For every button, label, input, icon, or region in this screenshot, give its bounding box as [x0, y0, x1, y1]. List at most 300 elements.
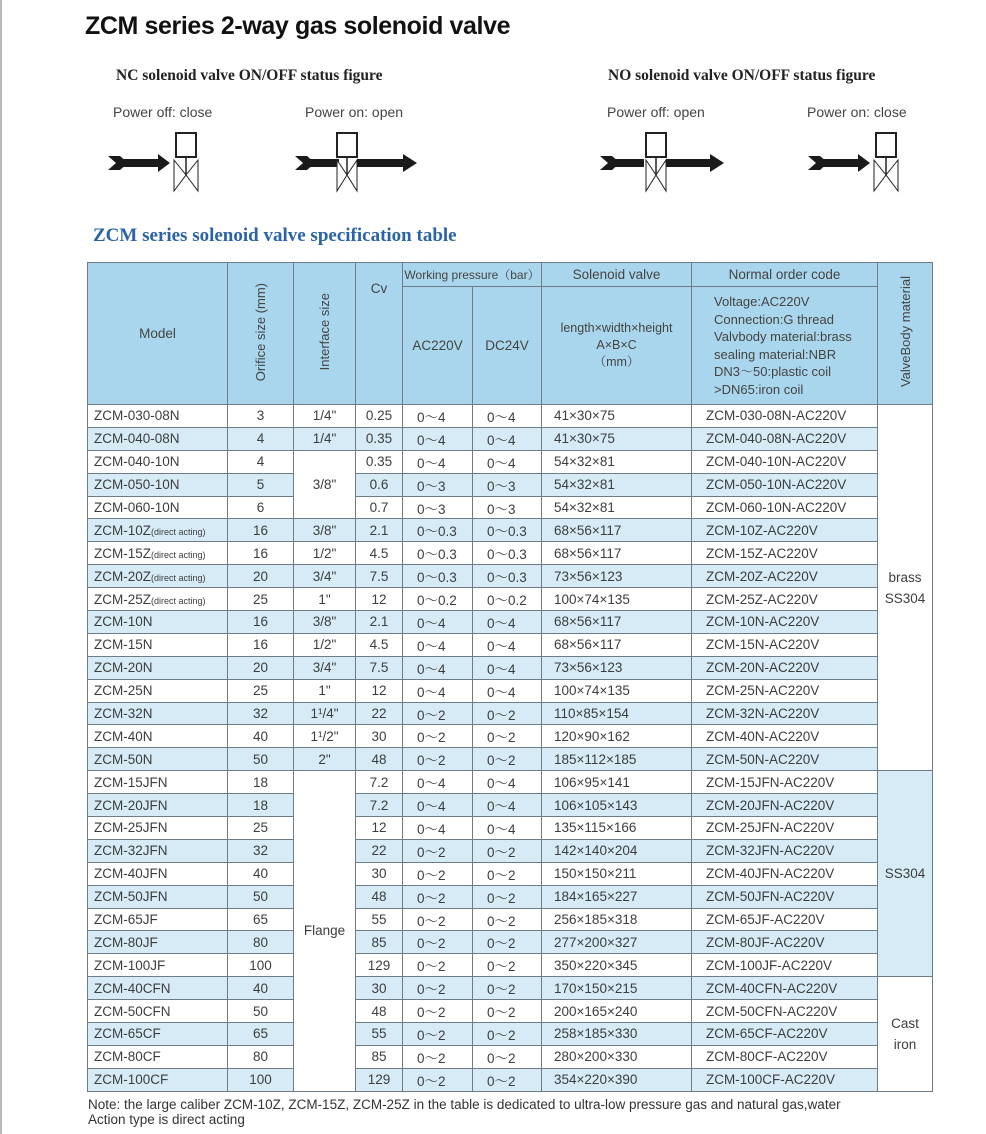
orifice-cell: 4: [228, 450, 294, 473]
pressure-dc-cell: 0～4: [473, 679, 542, 702]
orifice-cell: 65: [228, 908, 294, 931]
pressure-dc-cell: 0～3: [473, 473, 542, 496]
table-row: [88, 931, 933, 954]
interface-cell-merged: Flange: [294, 771, 356, 1091]
model-cell: [88, 542, 228, 565]
table-row: [88, 817, 933, 840]
dimensions-cell: 54×32×81: [542, 496, 692, 519]
footnote: [88, 1097, 841, 1127]
pressure-dc-cell: 0～3: [473, 496, 542, 519]
orifice-cell: 16: [228, 633, 294, 656]
order-code-cell: ZCM-25JFN-AC220V: [692, 817, 878, 840]
cv-cell: 30: [356, 862, 403, 885]
material-text: SS304: [884, 590, 926, 606]
dimensions-cell: 184×165×227: [542, 885, 692, 908]
pressure-dc-cell: 0～4: [473, 611, 542, 634]
table-title: ZCM series solenoid valve specification table: [93, 225, 457, 246]
order-code-cell: ZCM-20JFN-AC220V: [692, 794, 878, 817]
pressure-ac-cell: 0～4: [403, 405, 473, 428]
material-cell-ss304: SS304: [878, 771, 933, 977]
dimensions-cell: 68×56×117: [542, 611, 692, 634]
model-name: ZCM-25Z: [94, 591, 151, 607]
cv-cell: 12: [356, 588, 403, 611]
dimensions-cell: 258×185×330: [542, 1023, 692, 1046]
order-code-cell: ZCM-80JF-AC220V: [692, 931, 878, 954]
dimensions-cell: 100×74×135: [542, 588, 692, 611]
cv-cell: 85: [356, 931, 403, 954]
pressure-ac-cell: 0～2: [403, 931, 473, 954]
orifice-cell: 4: [228, 427, 294, 450]
pressure-ac-cell: 0～4: [403, 656, 473, 679]
model-name: ZCM-65CF: [94, 1026, 161, 1042]
orifice-cell: 25: [228, 679, 294, 702]
interface-cell: 1/4": [294, 405, 356, 428]
cv-cell: 30: [356, 977, 403, 1000]
dimensions-cell: 280×200×330: [542, 1045, 692, 1068]
dimensions-cell: 41×30×75: [542, 405, 692, 428]
table-row: [88, 656, 933, 679]
table-row: [88, 794, 933, 817]
header-interface: Interface size: [294, 263, 356, 405]
model-cell: [88, 885, 228, 908]
dimensions-cell: 150×150×211: [542, 862, 692, 885]
pressure-ac-cell: 0～2: [403, 1068, 473, 1091]
pressure-dc-cell: 0～0.3: [473, 542, 542, 565]
orifice-cell: 18: [228, 771, 294, 794]
cv-cell: 22: [356, 702, 403, 725]
pressure-dc-cell: 0～0.3: [473, 565, 542, 588]
pressure-dc-cell: 0～2: [473, 1000, 542, 1023]
model-name: ZCM-50JFN: [94, 889, 168, 905]
header-dc24v: DC24V: [473, 287, 542, 405]
material-text: brass: [888, 569, 922, 585]
cv-cell: 48: [356, 885, 403, 908]
table-row: [88, 748, 933, 771]
orifice-cell: 100: [228, 954, 294, 977]
pressure-dc-cell: 0～2: [473, 954, 542, 977]
model-name: ZCM-50CFN: [94, 1003, 171, 1019]
model-suffix: (direct acting): [151, 526, 206, 537]
table-row: [88, 542, 933, 565]
pressure-dc-cell: 0～2: [473, 862, 542, 885]
table-row: [88, 450, 933, 473]
dimensions-cell: 200×165×240: [542, 1000, 692, 1023]
cv-cell: 0.35: [356, 427, 403, 450]
cv-cell: 7.5: [356, 565, 403, 588]
pressure-ac-cell: 0～2: [403, 908, 473, 931]
interface-cell: 3/8": [294, 611, 356, 634]
model-cell: [88, 725, 228, 748]
pressure-ac-cell: 0～2: [403, 954, 473, 977]
nc-figure-title: NC solenoid valve ON/OFF status figure: [116, 67, 383, 84]
order-code-cell: ZCM-030-08N-AC220V: [692, 405, 878, 428]
cv-cell: 4.5: [356, 542, 403, 565]
model-cell: [88, 908, 228, 931]
model-cell: [88, 405, 228, 428]
model-cell: [88, 519, 228, 542]
cv-cell: 0.7: [356, 496, 403, 519]
interface-cell: 3/4": [294, 656, 356, 679]
orifice-cell: 20: [228, 565, 294, 588]
order-code-cell: ZCM-10N-AC220V: [692, 611, 878, 634]
order-code-cell: ZCM-40JFN-AC220V: [692, 862, 878, 885]
table-row: [88, 702, 933, 725]
dimensions-cell: 41×30×75: [542, 427, 692, 450]
model-cell: [88, 450, 228, 473]
header-orifice: Orifice size (mm): [228, 263, 294, 405]
order-code-cell: ZCM-100JF-AC220V: [692, 954, 878, 977]
cv-cell: 129: [356, 954, 403, 977]
orifice-cell: 32: [228, 702, 294, 725]
model-cell: [88, 748, 228, 771]
table-row: [88, 405, 933, 428]
order-code-cell: ZCM-25Z-AC220V: [692, 588, 878, 611]
dimensions-cell: 106×105×143: [542, 794, 692, 817]
cv-cell: 7.2: [356, 771, 403, 794]
table-row: [88, 519, 933, 542]
cv-cell: 12: [356, 679, 403, 702]
footnote-line-2: Action type is direct acting: [88, 1112, 245, 1127]
model-cell: [88, 771, 228, 794]
pressure-dc-cell: 0～0.3: [473, 519, 542, 542]
order-code-cell: ZCM-80CF-AC220V: [692, 1045, 878, 1068]
model-name: ZCM-060-10N: [94, 500, 180, 515]
order-code-cell: ZCM-65JF-AC220V: [692, 908, 878, 931]
orifice-cell: 40: [228, 725, 294, 748]
model-name: ZCM-80CF: [94, 1049, 161, 1065]
order-code-cell: ZCM-15JFN-AC220V: [692, 771, 878, 794]
pressure-ac-cell: 0～4: [403, 427, 473, 450]
order-code-cell: ZCM-040-10N-AC220V: [692, 450, 878, 473]
nc-power-off-label: Power off: close: [113, 104, 213, 120]
no-power-on-label: Power on: close: [807, 104, 907, 120]
nc-power-on-label: Power on: open: [305, 104, 404, 120]
model-name: ZCM-80JF: [94, 934, 158, 950]
cv-cell: 55: [356, 1023, 403, 1046]
cv-cell: 7.5: [356, 656, 403, 679]
model-name: ZCM-20JFN: [94, 797, 168, 813]
model-cell: [88, 679, 228, 702]
order-code-cell: ZCM-50JFN-AC220V: [692, 885, 878, 908]
interface-cell: 1¹/4": [294, 702, 356, 725]
pressure-dc-cell: 0～4: [473, 450, 542, 473]
model-cell: [88, 656, 228, 679]
order-code-cell: ZCM-40N-AC220V: [692, 725, 878, 748]
pressure-dc-cell: 0～2: [473, 885, 542, 908]
interface-cell-merged: 3/8": [294, 450, 356, 519]
orifice-cell: 40: [228, 977, 294, 1000]
table-row: [88, 679, 933, 702]
model-cell: [88, 1000, 228, 1023]
dimensions-cell: 185×112×185: [542, 748, 692, 771]
footnote-line-1: Note: the large caliber ZCM-10Z, ZCM-15Z, ZCM-25Z in the table is dedicated to ultra-low pressure gas and natural gas,water: [88, 1097, 841, 1112]
valve-open-icon: [600, 130, 730, 196]
pressure-ac-cell: 0～0.3: [403, 519, 473, 542]
table-row: [88, 588, 933, 611]
pressure-ac-cell: 0～2: [403, 725, 473, 748]
dimensions-cell: 142×140×204: [542, 839, 692, 862]
cv-cell: 0.35: [356, 450, 403, 473]
order-code-cell: ZCM-060-10N-AC220V: [692, 496, 878, 519]
dimensions-cell: 354×220×390: [542, 1068, 692, 1091]
cv-cell: 0.25: [356, 405, 403, 428]
pressure-ac-cell: 0～4: [403, 817, 473, 840]
table-row: [88, 1068, 933, 1091]
pressure-ac-cell: 0～0.2: [403, 588, 473, 611]
model-cell: [88, 931, 228, 954]
interface-cell: 3/4": [294, 565, 356, 588]
pressure-dc-cell: 0～2: [473, 908, 542, 931]
header-cv: Cv: [356, 263, 403, 405]
material-cell-cast-iron: [878, 977, 933, 1091]
table-row: [88, 473, 933, 496]
interface-cell: 1¹/2": [294, 725, 356, 748]
dimensions-cell: 68×56×117: [542, 519, 692, 542]
pressure-ac-cell: 0～2: [403, 839, 473, 862]
model-cell: [88, 1068, 228, 1091]
table-row: [88, 885, 933, 908]
orifice-cell: 100: [228, 1068, 294, 1091]
pressure-ac-cell: 0～3: [403, 496, 473, 519]
model-name: ZCM-15Z: [94, 545, 151, 561]
model-cell: [88, 611, 228, 634]
pressure-ac-cell: 0～2: [403, 1023, 473, 1046]
model-name: ZCM-25N: [94, 683, 153, 699]
orifice-cell: 25: [228, 817, 294, 840]
pressure-ac-cell: 0～2: [403, 1045, 473, 1068]
table-row: [88, 1045, 933, 1068]
pressure-ac-cell: 0～0.3: [403, 542, 473, 565]
header-material: ValveBody material: [878, 263, 933, 405]
spec-table: [87, 262, 933, 1092]
orifice-cell: 3: [228, 405, 294, 428]
table-row: [88, 611, 933, 634]
dimensions-cell: 256×185×318: [542, 908, 692, 931]
model-name: ZCM-50N: [94, 751, 153, 767]
valve-closed-icon: [808, 130, 918, 196]
pressure-dc-cell: 0～4: [473, 794, 542, 817]
pressure-ac-cell: 0～0.3: [403, 565, 473, 588]
orifice-cell: 32: [228, 839, 294, 862]
orifice-cell: 16: [228, 542, 294, 565]
cv-cell: 2.1: [356, 611, 403, 634]
model-name: ZCM-100CF: [94, 1072, 169, 1088]
model-name: ZCM-10N: [94, 614, 153, 630]
table-row: [88, 1000, 933, 1023]
model-name: ZCM-40CFN: [94, 980, 171, 996]
pressure-ac-cell: 0～2: [403, 1000, 473, 1023]
valve-closed-icon: [108, 130, 218, 196]
orifice-cell: 6: [228, 496, 294, 519]
cv-cell: 129: [356, 1068, 403, 1091]
model-suffix: (direct acting): [151, 572, 206, 583]
cv-cell: 2.1: [356, 519, 403, 542]
pressure-dc-cell: 0～2: [473, 725, 542, 748]
order-code-cell: ZCM-20N-AC220V: [692, 656, 878, 679]
table-row: [88, 496, 933, 519]
orifice-cell: 16: [228, 519, 294, 542]
page-left-edge: [0, 0, 2, 1134]
model-cell: [88, 496, 228, 519]
pressure-ac-cell: 0～4: [403, 679, 473, 702]
model-cell: [88, 1045, 228, 1068]
table-row: [88, 565, 933, 588]
order-code-cell: ZCM-15Z-AC220V: [692, 542, 878, 565]
cv-cell: 55: [356, 908, 403, 931]
cv-cell: 4.5: [356, 633, 403, 656]
table-row: [88, 839, 933, 862]
cv-cell: 48: [356, 1000, 403, 1023]
pressure-dc-cell: 0～2: [473, 748, 542, 771]
cv-cell: 7.2: [356, 794, 403, 817]
material-text: Cast: [891, 1015, 919, 1031]
model-name: ZCM-32JFN: [94, 843, 168, 859]
orifice-cell: 50: [228, 885, 294, 908]
model-cell: [88, 862, 228, 885]
header-order-code: Normal order code: [692, 263, 878, 287]
orifice-cell: 5: [228, 473, 294, 496]
orifice-cell: 18: [228, 794, 294, 817]
dimensions-cell: 73×56×123: [542, 656, 692, 679]
orifice-cell: 65: [228, 1023, 294, 1046]
order-code-cell: ZCM-100CF-AC220V: [692, 1068, 878, 1091]
model-cell: [88, 473, 228, 496]
pressure-ac-cell: 0～2: [403, 862, 473, 885]
interface-cell: 1": [294, 588, 356, 611]
orifice-cell: 20: [228, 656, 294, 679]
order-code-cell: ZCM-040-08N-AC220V: [692, 427, 878, 450]
order-code-cell: ZCM-25N-AC220V: [692, 679, 878, 702]
table-row: [88, 1023, 933, 1046]
pressure-dc-cell: 0～4: [473, 633, 542, 656]
table-row: [88, 725, 933, 748]
model-name: ZCM-20Z: [94, 568, 151, 584]
pressure-ac-cell: 0～2: [403, 702, 473, 725]
model-name: ZCM-32N: [94, 706, 153, 722]
model-name: ZCM-65JF: [94, 912, 158, 928]
interface-cell: 1/2": [294, 542, 356, 565]
pressure-dc-cell: 0～4: [473, 817, 542, 840]
dimensions-cell: 277×200×327: [542, 931, 692, 954]
pressure-ac-cell: 0～4: [403, 633, 473, 656]
model-cell: [88, 588, 228, 611]
no-power-off-label: Power off: open: [607, 104, 705, 120]
interface-cell: 3/8": [294, 519, 356, 542]
order-code-cell: ZCM-50CFN-AC220V: [692, 1000, 878, 1023]
pressure-dc-cell: 0～4: [473, 427, 542, 450]
order-code-cell: ZCM-10Z-AC220V: [692, 519, 878, 542]
model-cell: [88, 427, 228, 450]
table-row: [88, 977, 933, 1000]
table-row: [88, 771, 933, 794]
dimensions-cell: 73×56×123: [542, 565, 692, 588]
interface-cell: 2": [294, 748, 356, 771]
orifice-cell: 40: [228, 862, 294, 885]
orifice-cell: 25: [228, 588, 294, 611]
model-cell: [88, 794, 228, 817]
dimensions-cell: 106×95×141: [542, 771, 692, 794]
pressure-dc-cell: 0～4: [473, 405, 542, 428]
table-row: [88, 908, 933, 931]
cv-cell: 30: [356, 725, 403, 748]
header-ac220v: AC220V: [403, 287, 473, 405]
model-name: ZCM-40N: [94, 728, 153, 744]
model-name: ZCM-10Z: [94, 522, 151, 538]
order-code-cell: ZCM-50N-AC220V: [692, 748, 878, 771]
cv-cell: 48: [356, 748, 403, 771]
cv-cell: 0.6: [356, 473, 403, 496]
model-cell: [88, 702, 228, 725]
dimensions-cell: 54×32×81: [542, 473, 692, 496]
model-name: ZCM-050-10N: [94, 477, 180, 493]
pressure-ac-cell: 0～4: [403, 771, 473, 794]
model-cell: [88, 1023, 228, 1046]
model-cell: [88, 633, 228, 656]
orifice-cell: 16: [228, 611, 294, 634]
orifice-cell: 50: [228, 1000, 294, 1023]
cv-cell: 12: [356, 817, 403, 840]
orifice-cell: 80: [228, 1045, 294, 1068]
order-code-cell: ZCM-32N-AC220V: [692, 702, 878, 725]
pressure-dc-cell: 0～2: [473, 702, 542, 725]
header-dimensions: length×width×height A×B×C （mm）: [542, 287, 692, 405]
pressure-ac-cell: 0～4: [403, 794, 473, 817]
model-name: ZCM-25JFN: [94, 820, 168, 836]
dimensions-cell: 68×56×117: [542, 542, 692, 565]
pressure-ac-cell: 0～3: [403, 473, 473, 496]
cv-cell: 85: [356, 1045, 403, 1068]
model-name: ZCM-15JFN: [94, 774, 168, 790]
order-code-cell: ZCM-050-10N-AC220V: [692, 473, 878, 496]
pressure-dc-cell: 0～2: [473, 931, 542, 954]
model-name: ZCM-100JF: [94, 957, 166, 973]
model-cell: [88, 977, 228, 1000]
cv-cell: 22: [356, 839, 403, 862]
dimensions-cell: 68×56×117: [542, 633, 692, 656]
model-name: ZCM-040-10N: [94, 454, 180, 470]
model-suffix: (direct acting): [151, 595, 206, 606]
model-cell: [88, 839, 228, 862]
order-code-cell: ZCM-15N-AC220V: [692, 633, 878, 656]
pressure-dc-cell: 0～2: [473, 839, 542, 862]
model-name: ZCM-40JFN: [94, 866, 168, 882]
order-code-cell: ZCM-40CFN-AC220V: [692, 977, 878, 1000]
model-name: ZCM-20N: [94, 660, 153, 676]
table-row: [88, 862, 933, 885]
material-text: iron: [893, 1036, 917, 1052]
pressure-ac-cell: 0～2: [403, 885, 473, 908]
table-row: [88, 427, 933, 450]
interface-cell: 1": [294, 679, 356, 702]
pressure-ac-cell: 0～4: [403, 450, 473, 473]
pressure-ac-cell: 0～4: [403, 611, 473, 634]
pressure-dc-cell: 0～0.2: [473, 588, 542, 611]
order-code-cell: ZCM-32JFN-AC220V: [692, 839, 878, 862]
header-order-notes: Voltage:AC220V Connection:G thread Valvbody material:brass sealing material:NBR DN3～50:plastic coil >DN65:iron coil: [692, 287, 878, 405]
dimensions-cell: 54×32×81: [542, 450, 692, 473]
material-cell-brass: [878, 405, 933, 771]
orifice-cell: 50: [228, 748, 294, 771]
dimensions-cell: 135×115×166: [542, 817, 692, 840]
model-cell: [88, 565, 228, 588]
pressure-dc-cell: 0～2: [473, 1045, 542, 1068]
table-row: [88, 954, 933, 977]
dimensions-cell: 110×85×154: [542, 702, 692, 725]
valve-open-icon: [295, 130, 425, 196]
pressure-dc-cell: 0～2: [473, 1068, 542, 1091]
model-suffix: (direct acting): [151, 549, 206, 560]
model-name: ZCM-040-08N: [94, 431, 180, 447]
